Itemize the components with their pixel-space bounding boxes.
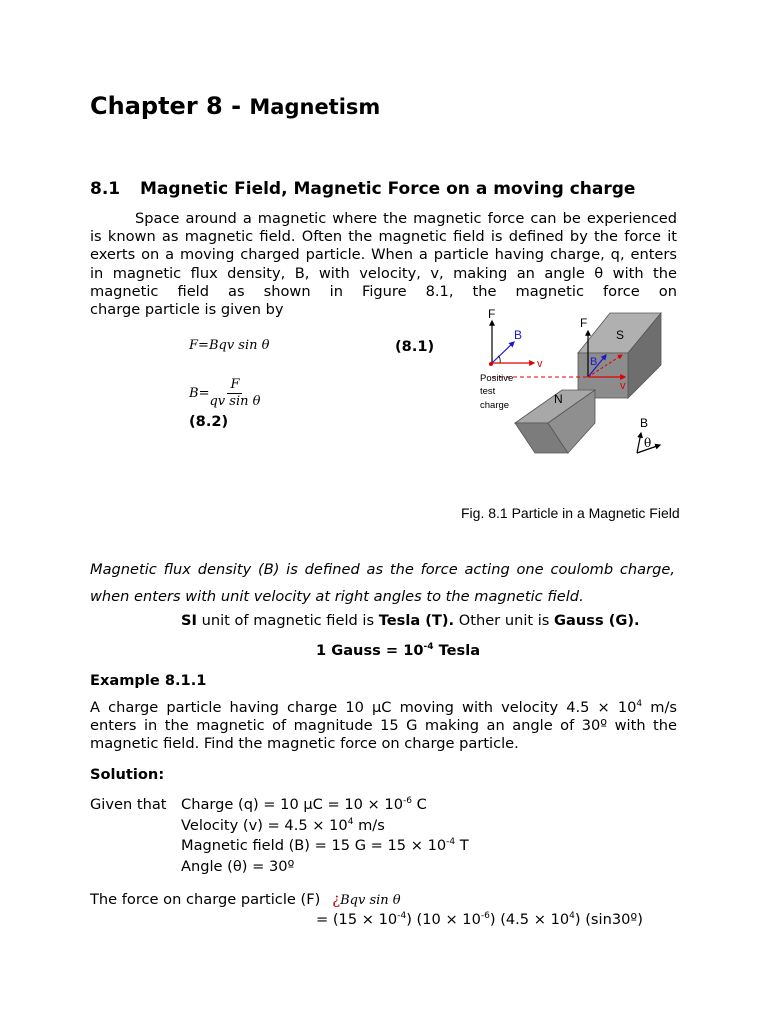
- given-charge: [181, 796, 427, 813]
- eq1-lhs: F: [189, 338, 199, 353]
- example-text-a: A charge particle having charge 10 µC moving with velocity 4.5 × 10: [90, 699, 637, 716]
- given-label: Given that: [90, 796, 167, 813]
- definition-paragraph: Magnetic flux density (B) is defined as the force acting one coulomb charge, when enters with unit velocity at right angles to the magnetic field.: [90, 561, 675, 605]
- si-label: SI: [181, 612, 197, 629]
- given-velocity: [181, 817, 385, 834]
- example-text-b: m/s enters in the magnetic of magnitude 15 G making an angle of 30º with the magnetic field. Find the magnetic force on charge particle.: [90, 699, 677, 753]
- intro-last-line: charge particle is given by: [90, 301, 284, 318]
- label-b-left: B: [514, 328, 523, 342]
- si-text-2: Other unit is: [454, 612, 555, 629]
- label-theta: θ: [644, 436, 652, 450]
- si-unit-line: [181, 612, 640, 629]
- charge-exp: -6: [403, 796, 412, 806]
- chapter-prefix: Chapter 8 -: [90, 92, 250, 120]
- eq2-denominator: qv sin θ: [209, 394, 261, 409]
- charge-a: Charge (q) = 10 µC = 10 × 10: [181, 796, 403, 813]
- label-charge: charge: [480, 400, 510, 411]
- label-test: test: [480, 386, 496, 397]
- force-line: [90, 891, 401, 908]
- given-angle: Angle (θ) = 30º: [181, 858, 295, 875]
- equation-8-1-number: (8.1): [395, 338, 435, 355]
- conversion-right: Tesla: [433, 642, 481, 659]
- chapter-name: Magnetism: [249, 95, 381, 119]
- calc-e1: -4: [397, 911, 407, 921]
- gauss-label: Gauss (G).: [554, 612, 640, 629]
- section-title: Magnetic Field, Magnetic Force on a moving charge: [140, 179, 636, 199]
- field-exp: -4: [446, 837, 456, 847]
- conversion-left: 1 Gauss = 10: [316, 642, 424, 659]
- figure-caption: Fig. 8.1 Particle in a Magnetic Field: [461, 505, 680, 521]
- force-expression: Bqv sin θ: [340, 893, 401, 908]
- calc-e3: 4: [569, 911, 575, 921]
- solution-title: Solution:: [90, 766, 165, 783]
- force-label: The force on charge particle (F): [90, 891, 321, 908]
- eq1-rhs: Bqv sin θ: [208, 338, 270, 353]
- equation-8-1: F=Bqv sin θ: [189, 338, 270, 353]
- example-exponent: 4: [636, 699, 643, 709]
- label-n-pole: N: [554, 392, 563, 406]
- chapter-title: [90, 92, 380, 120]
- positive-charge: [489, 362, 493, 366]
- label-s-pole: S: [616, 328, 625, 342]
- conversion-exponent: -4: [423, 642, 434, 652]
- label-f-left: F: [488, 307, 496, 321]
- equation-8-2: B= $\frac{F}{\text{qv sin θ}}$: [189, 377, 261, 409]
- calc-p2: ) (10 × 10: [406, 911, 481, 928]
- field-axis-arrow: [637, 433, 641, 453]
- label-positive: Positive: [480, 373, 514, 384]
- tesla-label: Tesla (T).: [378, 612, 455, 629]
- force-calculation: [316, 911, 643, 928]
- equation-8-2-number: (8.2): [189, 413, 229, 430]
- force-glyph: ¿: [332, 891, 341, 908]
- field-b: T: [455, 837, 469, 854]
- field-a: Magnetic field (B) = 15 G = 15 × 10: [181, 837, 447, 854]
- eq2-numerator: F: [227, 377, 242, 394]
- field-arrow-left: [492, 342, 514, 363]
- calc-p4: ) (sin30º): [574, 911, 643, 928]
- velocity-b: m/s: [353, 817, 385, 834]
- label-b-right: B: [590, 356, 598, 368]
- velocity-a: Velocity (v) = 4.5 × 10: [181, 817, 348, 834]
- label-v-left: v: [537, 358, 543, 370]
- label-v-right: v: [620, 380, 626, 392]
- given-field: [181, 837, 469, 854]
- charge-b: C: [411, 796, 427, 813]
- eq2-lhs: B: [189, 386, 199, 401]
- calc-p3: ) (4.5 × 10: [489, 911, 570, 928]
- calc-e2: -6: [480, 911, 490, 921]
- gauss-conversion: [316, 642, 480, 659]
- label-f-right: F: [580, 316, 588, 330]
- example-title: Example 8.1.1: [90, 672, 207, 689]
- section-number: 8.1: [90, 179, 121, 199]
- example-text: [90, 699, 677, 754]
- velocity-exp: 4: [347, 817, 354, 827]
- si-text: unit of magnetic field is: [196, 612, 379, 629]
- section-heading: [90, 179, 635, 199]
- intro-paragraph: Space around a magnetic where the magnetic force can be experienced is known as magnetic field. Often the magnetic field is defined by the force it exerts on a moving charged particle. When a particle having charge, q, enters in magnetic flux density, B, with velocity, v, making an angle θ with the magnetic field as shown in Figure 8.1, the magnetic force on: [90, 210, 677, 300]
- label-b-axis: B: [640, 416, 649, 430]
- magnetic-field-figure: [470, 305, 670, 460]
- calc-p1: = (15 × 10: [316, 911, 398, 928]
